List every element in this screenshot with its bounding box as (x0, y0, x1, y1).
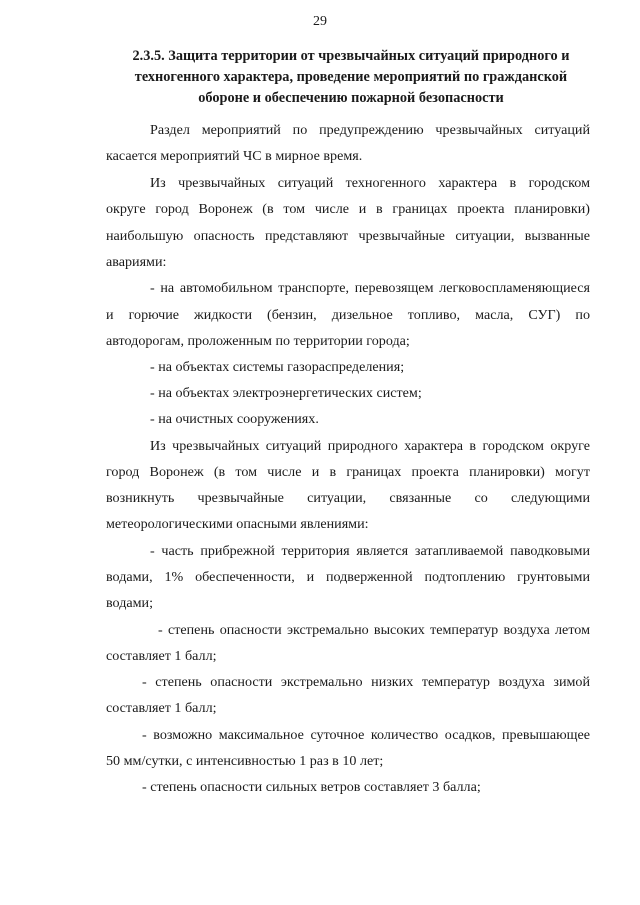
text-line: метеорологическими опасными явлениями: (106, 516, 369, 532)
text-line: авариями: (106, 254, 167, 270)
text-line: 50 мм/сутки, с интенсивностью 1 раз в 10 лет; (106, 753, 384, 769)
text-line: - возможно максимальное суточное количество осадков, превышающее (142, 727, 590, 743)
page-number: 29 (313, 14, 327, 29)
text-line: - степень опасности экстремально низких температур воздуха зимой (142, 674, 590, 690)
text-line: составляет 1 балл; (106, 648, 217, 664)
text-line: Раздел мероприятий по предупреждению чрезвычайных ситуаций (150, 122, 590, 138)
text-line: возникнуть чрезвычайные ситуации, связанные со следующими (106, 490, 590, 506)
text-line: и горючие жидкости (бензин, дизельное топливо, масла, СУГ) по (106, 307, 590, 323)
text-line: касается мероприятий ЧС в мирное время. (106, 148, 363, 164)
text-line: - на объектах системы газораспределения; (150, 359, 405, 375)
text-line: наибольшую опасность представляют чрезвычайные ситуации, вызванные (106, 228, 590, 244)
text-line: автодорогам, проложенным по территории города; (106, 333, 410, 349)
heading-line: техногенного характера, проведение мероприятий по гражданской (134, 69, 568, 85)
text-line: - степень опасности экстремально высоких температур воздуха летом (158, 622, 590, 638)
text-line: водами; (106, 595, 154, 611)
heading-line: 2.3.5. Защита территории от чрезвычайных ситуаций природного и (132, 48, 570, 64)
section-heading (112, 46, 590, 109)
text-line: - степень опасности сильных ветров составляет 3 балла; (142, 779, 481, 795)
text-line: город Воронеж (в том числе и в границах проекта планировки) могут (106, 464, 590, 480)
text-line: - на очистных сооружениях. (150, 411, 319, 427)
text-line: Из чрезвычайных ситуаций техногенного характера в городском (150, 175, 590, 191)
text-line: Из чрезвычайных ситуаций природного характера в городском округе (150, 438, 590, 454)
text-line: водами, 1% обеспеченности, и подверженной подтоплению грунтовыми (106, 569, 590, 585)
text-line: округе город Воронеж (в том числе и в границах проекта планировки) (106, 201, 590, 217)
text-line: составляет 1 балл; (106, 700, 217, 716)
text-line: - часть прибрежной территория является затапливаемой паводковыми (150, 543, 590, 559)
text-line: - на автомобильном транспорте, перевозящем легковоспламеняющиеся (150, 280, 590, 296)
heading-line: обороне и обеспечению пожарной безопасности (198, 90, 504, 106)
text-line: - на объектах электроэнергетических систем; (150, 385, 422, 401)
